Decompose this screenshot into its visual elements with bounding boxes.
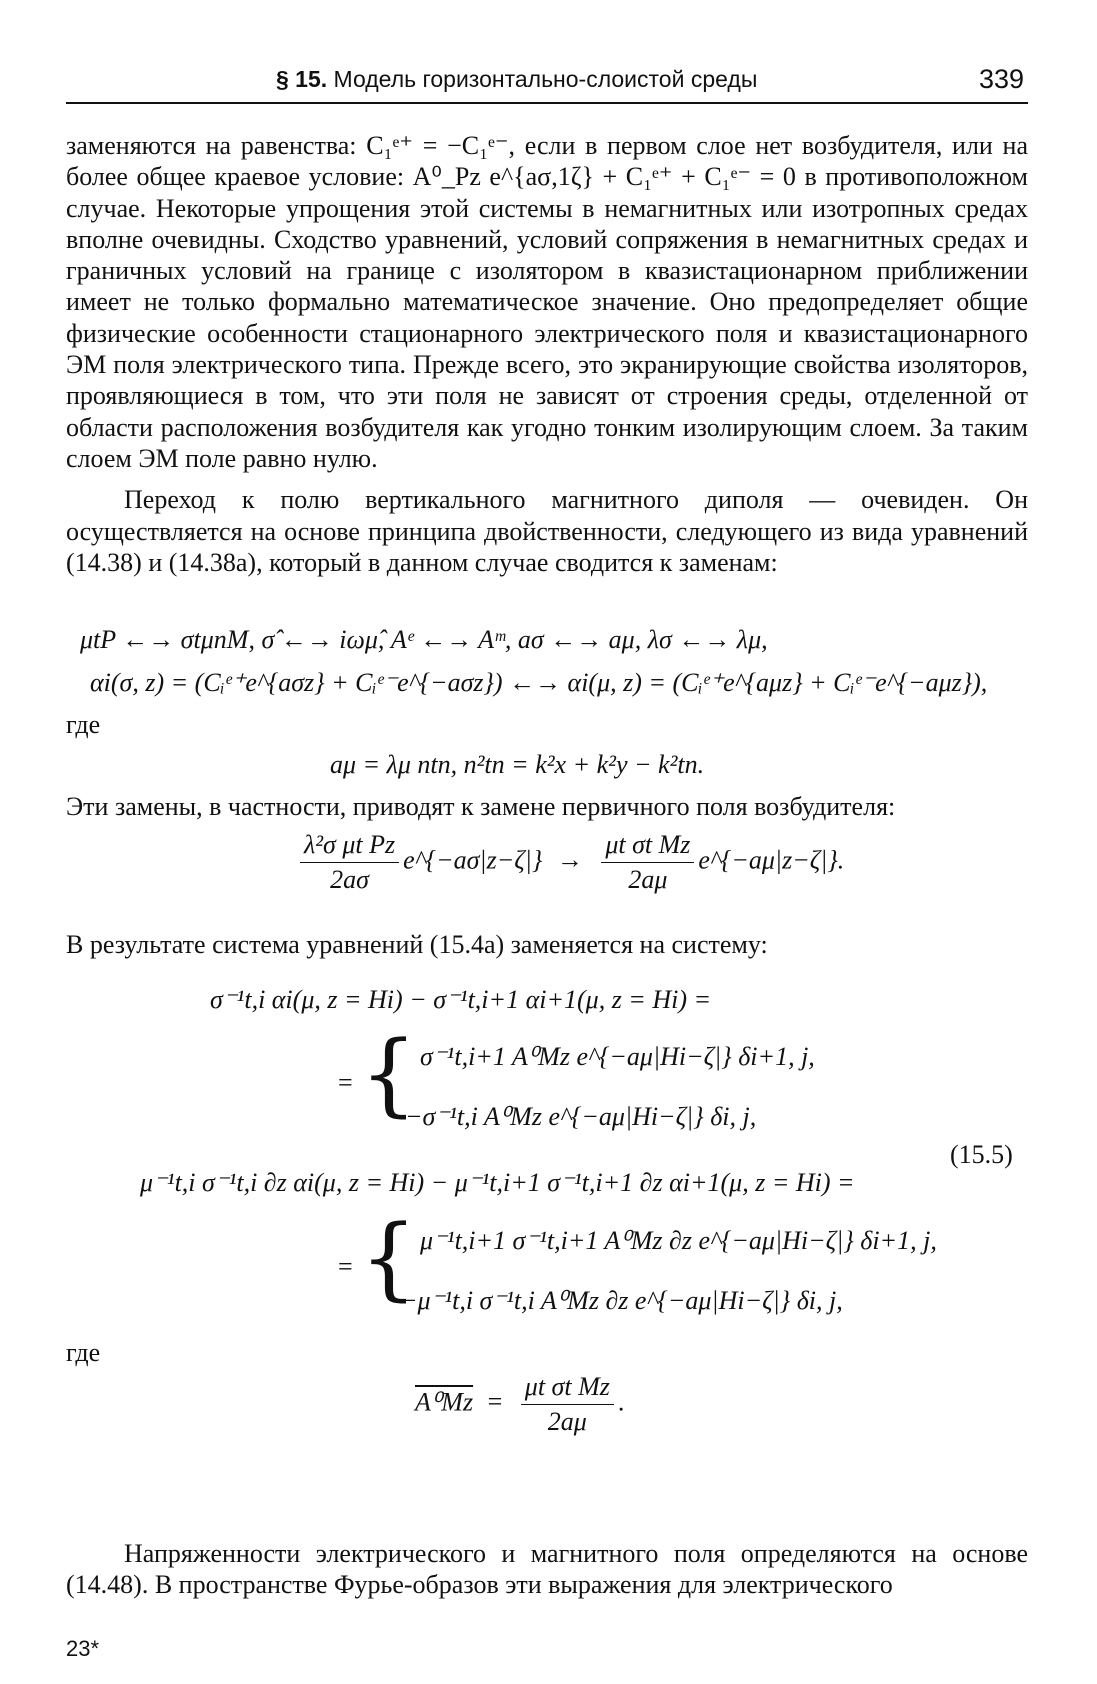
primary-left-fraction bbox=[300, 830, 399, 895]
a-mu-equation: aμ = λμ ntn, n²tn = k²x + k²y − k²tn. bbox=[330, 750, 705, 779]
amz-period: . bbox=[617, 1387, 625, 1417]
running-title bbox=[276, 66, 757, 93]
system-eq2-equals: = bbox=[338, 1252, 353, 1281]
body-text-end bbox=[66, 1538, 1028, 1601]
signature-mark: 23* bbox=[66, 1636, 100, 1661]
amz-definition bbox=[415, 1372, 624, 1437]
system-eq1-brace: { bbox=[360, 1022, 418, 1127]
amz-denominator: 2aμ bbox=[547, 1407, 587, 1436]
system-eq1-case2: −σ⁻¹t,i A⁰Mz e^{−aμ|Hi−ζ|} δi, j, bbox=[405, 1102, 757, 1131]
primary-right-numerator: μt σt Mz bbox=[601, 830, 694, 863]
primary-left-numerator: λ²σ μt Pz bbox=[300, 830, 399, 863]
primary-arrow: → bbox=[556, 845, 583, 875]
substitution-line-2: αi(σ, z) = (Cᵢᵉ⁺e^{aσz} + Cᵢᵉ⁻e^{−aσz}) ←→ αi(μ, z) = (Cᵢᵉ⁺e^{aμz} + Cᵢᵉ⁻e^{−aμz}), bbox=[90, 668, 988, 697]
paragraph-1: заменяются на равенства: C₁ᵉ⁺ = −C₁ᵉ⁻, если в первом слое нет возбудителя, или на более общее краевое условие: A⁰_Pz e^{aσ,1ζ} + C₁ᵉ⁺ + C₁ᵉ⁻ = 0 в противоположном случае. Некоторые упрощения этой системы в немагнитных или изотропных средах вполне очевидны. Сходство уравнений, условий сопряжения в немагнитных средах и граничных условий на границе с изолятором в квазистационарном приближении имеет не только формально математическое значение. Оно предопределяет общие физические особенности стационарного электрического поля и квазистационарного ЭМ поля электрического типа. Прежде всего, это экранирующие свойства изоляторов, проявляющиеся в том, что эти поля не зависят от строения среды, отделенной от области расположения возбудителя как угодно тонким изолирующим слоем. За таким слоем ЭМ поле равно нулю. bbox=[66, 131, 1028, 473]
section-number: § 15. bbox=[276, 66, 328, 92]
primary-left-exponential: e^{−aσ|z−ζ|} bbox=[403, 845, 543, 875]
system-eq1-equals: = bbox=[338, 1068, 353, 1097]
amz-numerator: μt σt Mz bbox=[521, 1372, 614, 1405]
running-header bbox=[66, 62, 1028, 104]
paragraph-2: Переход к полю вертикального магнитного диполя — очевиден. Он осуществляется на основе принципа двойственности, следующего из вида уравнений (14.38) и (14.38а), который в данном случае сводится к заменам: bbox=[66, 485, 1028, 577]
paragraph-3: Эти замены, в частности, приводят к замене первичного поля возбудителя: bbox=[66, 792, 896, 821]
body-text bbox=[66, 130, 1028, 578]
system-eq1-lhs: σ⁻¹t,i αi(μ, z = Hi) − σ⁻¹t,i+1 αi+1(μ, z = Hi) = bbox=[210, 985, 712, 1014]
amz-equals: = bbox=[487, 1387, 503, 1417]
system-eq2-case2: −μ⁻¹t,i σ⁻¹t,i A⁰Mz ∂z e^{−aμ|Hi−ζ|} δi, j, bbox=[400, 1286, 843, 1315]
where-label-1: где bbox=[66, 710, 101, 739]
system-eq1-case1: σ⁻¹t,i+1 A⁰Mz e^{−aμ|Hi−ζ|} δi+1, j, bbox=[420, 1042, 815, 1071]
primary-right-exponential: e^{−aμ|z−ζ|}. bbox=[698, 845, 845, 875]
primary-field-equation bbox=[296, 830, 844, 895]
system-eq2-lhs: μ⁻¹t,i σ⁻¹t,i ∂z αi(μ, z = Hi) − μ⁻¹t,i+1 σ⁻¹t,i+1 ∂z αi+1(μ, z = Hi) = bbox=[140, 1168, 855, 1197]
paragraph-5: Напряженности электрического и магнитного поля определяются на основе (14.48). В пространстве Фурье-образов эти выражения для электрического bbox=[66, 1539, 1028, 1600]
amz-fraction bbox=[521, 1372, 614, 1437]
equation-number: (15.5) bbox=[950, 1140, 1013, 1169]
primary-left-denominator: 2aσ bbox=[330, 865, 369, 894]
paragraph-4: В результате система уравнений (15.4а) заменяется на систему: bbox=[66, 930, 768, 959]
where-label-2: где bbox=[66, 1338, 101, 1367]
page-number: 339 bbox=[978, 64, 1024, 94]
primary-right-fraction bbox=[601, 830, 694, 895]
system-eq2-brace: { bbox=[360, 1206, 418, 1311]
amz-lhs: A⁰Mz bbox=[415, 1387, 474, 1417]
system-eq2-case1: μ⁻¹t,i+1 σ⁻¹t,i+1 A⁰Mz ∂z e^{−aμ|Hi−ζ|} δi+1, j, bbox=[420, 1226, 937, 1255]
primary-right-denominator: 2aμ bbox=[628, 865, 668, 894]
section-title: Модель горизонтально-слоистой среды bbox=[333, 66, 758, 92]
substitution-line-1: μtP ←→ σtμnM, σ̂ ←→ iωμ̂, Aᵉ ←→ Aᵐ, aσ ←→ aμ, λσ ←→ λμ, bbox=[80, 625, 768, 654]
